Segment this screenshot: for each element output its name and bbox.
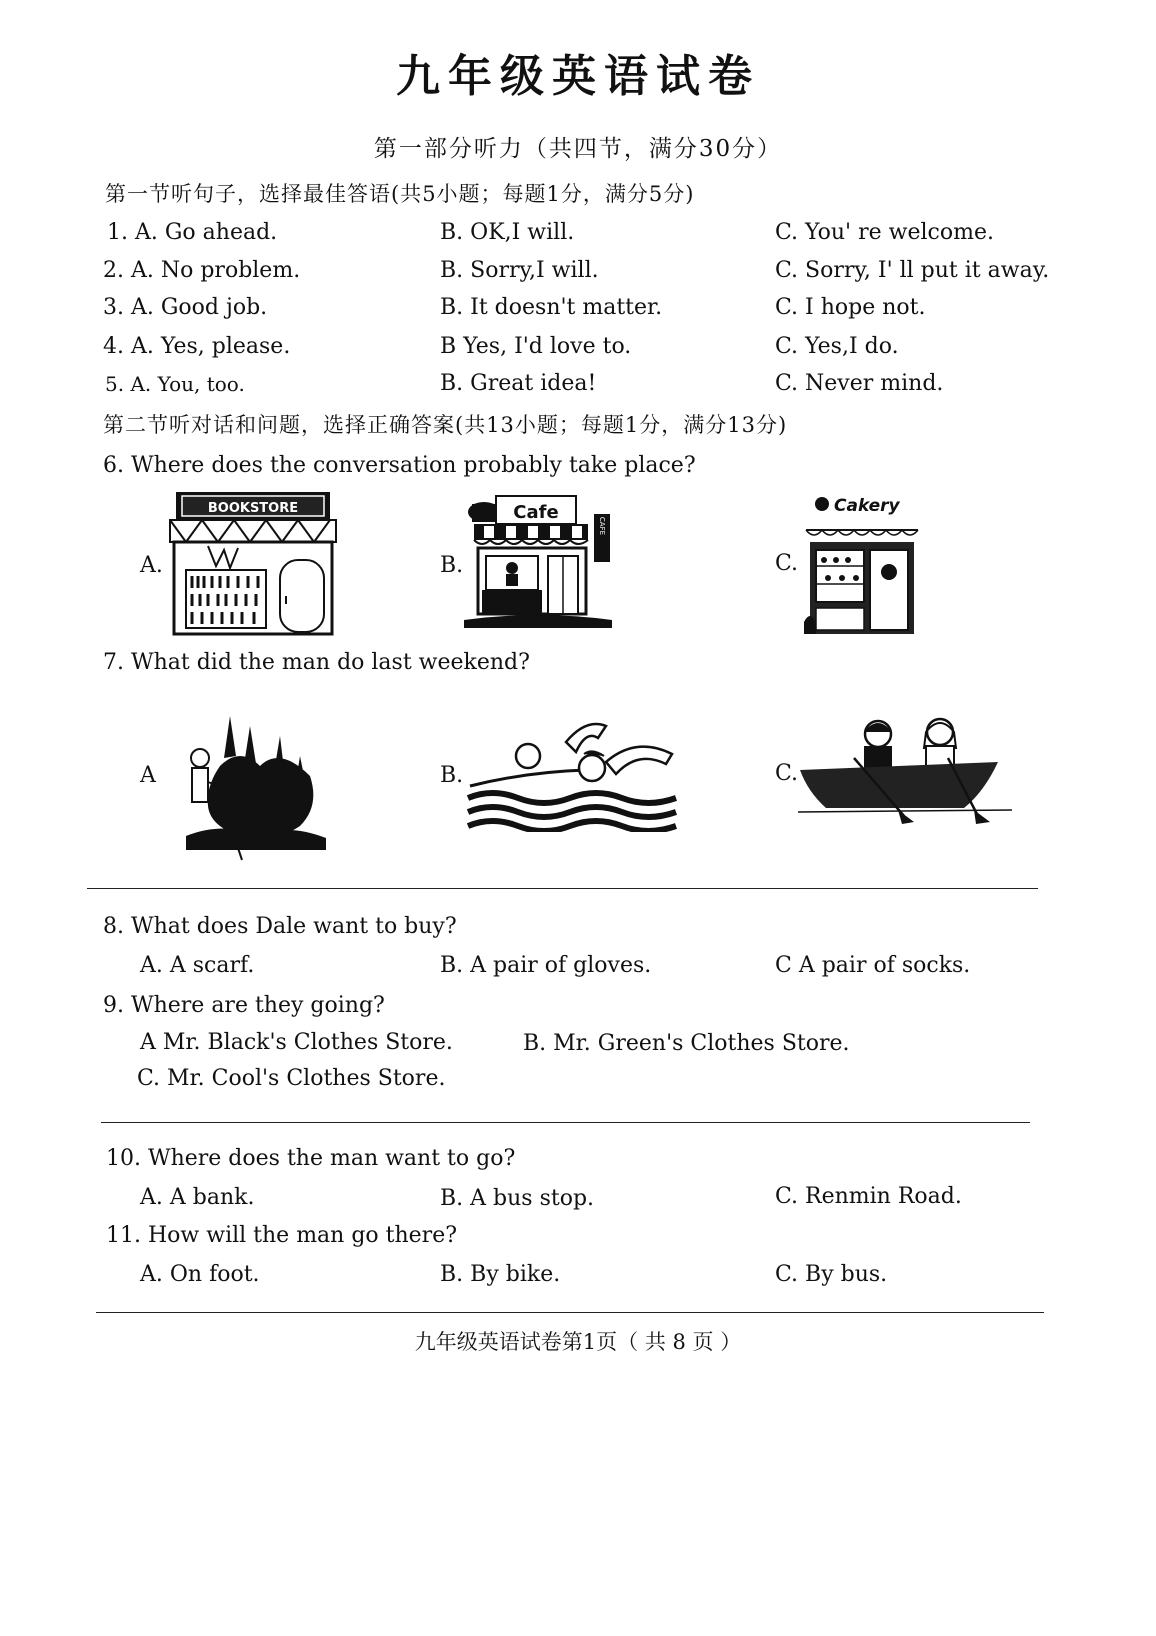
q11-option-b: B. By bike. bbox=[440, 1262, 561, 1287]
q3-option-a: 3. A. Good job. bbox=[103, 295, 268, 320]
cafe-vertical-sign: CAFE bbox=[598, 516, 606, 536]
section1-heading: 第一节听句子，选择最佳答语(共5小题；每题1分，满分5分) bbox=[105, 182, 695, 206]
divider-line bbox=[101, 1122, 1030, 1123]
q9-question: 9. Where are they going? bbox=[103, 993, 385, 1018]
q1-option-b: B. OK,I will. bbox=[440, 220, 575, 245]
q3-option-c: C. I hope not. bbox=[775, 295, 926, 320]
q10-option-c: C. Renmin Road. bbox=[775, 1184, 962, 1209]
q7-label-a: A bbox=[140, 763, 156, 788]
bookstore-sign: BOOKSTORE bbox=[207, 501, 299, 516]
q1-option-c: C. You' re welcome. bbox=[775, 220, 994, 245]
q11-option-a: A. On foot. bbox=[140, 1262, 260, 1287]
page-footer: 九年级英语试卷第1页（ 共 8 页 ） bbox=[414, 1330, 742, 1354]
divider-line bbox=[87, 888, 1038, 889]
tree-planting-image bbox=[180, 696, 330, 862]
q10-question: 10. Where does the man want to go? bbox=[106, 1146, 516, 1171]
q9-option-c: C. Mr. Cool's Clothes Store. bbox=[137, 1066, 446, 1091]
section2-heading: 第二节听对话和问题，选择正确答案(共13小题；每题1分，满分13分) bbox=[103, 413, 788, 437]
q11-question: 11. How will the man go there? bbox=[106, 1223, 458, 1248]
rowing-boat-image bbox=[798, 712, 1014, 824]
q9-option-a: A Mr. Black's Clothes Store. bbox=[140, 1030, 453, 1055]
cafe-sign: Cafe bbox=[513, 502, 559, 523]
bookstore-image bbox=[168, 490, 338, 636]
q8-option-b: B. A pair of gloves. bbox=[440, 953, 652, 978]
q3-option-b: B. It doesn't matter. bbox=[440, 295, 663, 320]
cakery-sign: Cakery bbox=[834, 496, 900, 516]
q10-option-a: A. A bank. bbox=[140, 1185, 255, 1210]
page-title: 九年级英语试卷 bbox=[396, 51, 760, 102]
cakery-image bbox=[800, 490, 924, 638]
q2-option-c: C. Sorry, I' ll put it away. bbox=[775, 258, 1050, 283]
q4-option-b: B Yes, I'd love to. bbox=[440, 334, 632, 359]
q6-question: 6. Where does the conversation probably take place? bbox=[103, 453, 696, 478]
q5-option-a: 5. A. You, too. bbox=[105, 372, 245, 396]
q4-option-a: 4. A. Yes, please. bbox=[103, 334, 291, 359]
q9-option-b: B. Mr. Green's Clothes Store. bbox=[523, 1031, 850, 1056]
q1-option-a: 1. A. Go ahead. bbox=[107, 220, 278, 245]
q10-option-b: B. A bus stop. bbox=[440, 1186, 595, 1211]
cafe-image bbox=[462, 490, 614, 628]
q2-option-a: 2. A. No problem. bbox=[103, 258, 301, 283]
q7-question: 7. What did the man do last weekend? bbox=[103, 650, 530, 675]
q4-option-c: C. Yes,I do. bbox=[775, 334, 899, 359]
q6-label-a: A. bbox=[140, 553, 163, 578]
q11-option-c: C. By bus. bbox=[775, 1262, 888, 1287]
q8-option-c: C A pair of socks. bbox=[775, 953, 971, 978]
q8-question: 8. What does Dale want to buy? bbox=[103, 914, 457, 939]
q8-option-a: A. A scarf. bbox=[140, 953, 255, 978]
q6-label-b: B. bbox=[440, 553, 464, 578]
footer-divider bbox=[96, 1312, 1044, 1313]
part1-heading: 第一部分听力（共四节，满分30分） bbox=[373, 136, 783, 162]
q5-option-b: B. Great idea! bbox=[440, 371, 597, 396]
q7-label-b: B. bbox=[440, 763, 464, 788]
q2-option-b: B. Sorry,I will. bbox=[440, 258, 599, 283]
q7-label-c: C. bbox=[775, 761, 799, 786]
swimming-image bbox=[466, 712, 680, 832]
q5-option-c: C. Never mind. bbox=[775, 371, 944, 396]
q6-label-c: C. bbox=[775, 551, 799, 576]
